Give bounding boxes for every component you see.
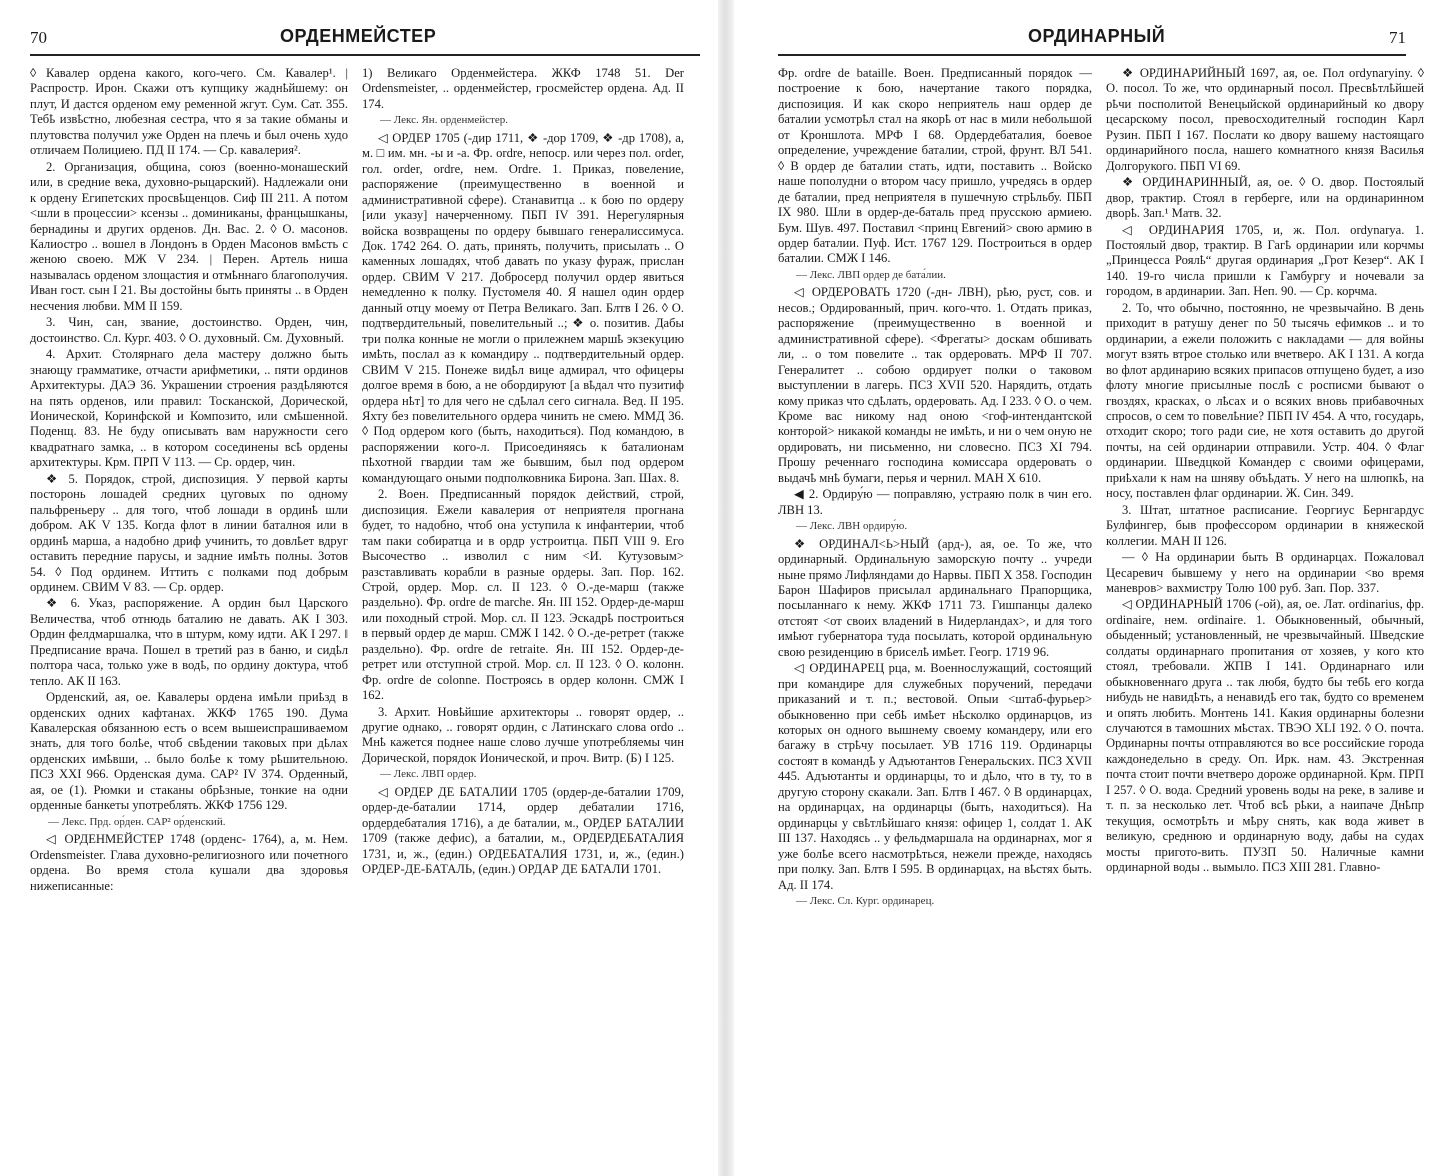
left-headword: ОРДЕНМЕЙСТЕР bbox=[280, 26, 437, 46]
left-column-1 bbox=[30, 66, 348, 1156]
entry-paragraph: 3. Архит. Новҍйшие архитекторы .. говорят ордер, .. другие однако, .. говорят ордин, с Латинскаго слова ordo .. Мнҍ кажется поднее наше слово лучше употребляемы чин Дорической, порядок Ионической, и проч. Витр. (Б) I 125. bbox=[362, 704, 684, 765]
left-page bbox=[0, 0, 716, 1176]
entry-paragraph: ◁ ОРДЕР ДЕ БАТАЛИИ 1705 (ордер-де-баталии 1709, ордер-де-баталии 1714, ордер дебаталии 1716, ордердебаталия 1716), а де баталии, м., ОРДЕР БАТАЛИИ 1709 (также дефис), а баталии, м., ОРДЕРДЕБАТАЛИЯ 1731, и, ж., (един.) ОРДЕБАТАЛИЯ 1731, и, ж., (един.) ОРДЕР-ДЕ-БАТАЛЬ, (един.) ОРДАР ДЕ БАТАЛИ 1701. bbox=[362, 784, 684, 877]
lexicon-note: — Лекс. Сл. Кург. ординарец. bbox=[796, 895, 935, 908]
entry-paragraph: 2. То, что обычно, постоянно, не чрезвычайно. В день приходит в ратушу денег по 50 тысячь ефимков .. и то ординарии, а ежели положить с накладами — для войны могут взять втрое столько или вчетверо. АК I 131. А когда во флот ардинарию всяких припасов отпущено будет, а изо флоту многие присылные послҍ с росписми бывают о гвоздях, красках, о лҍсах и о всяких вновь прибавочных спросов, о сем то повелҍние? ПБП IV 454. А что, государь, отходит скоро; того ради сие, не хотя оставить до другой почты, на сей ординарии отправили. Устр. 404. ◊ Флаг ординарии. Шведцкой Командер с своими офицерами, приҍхали к нам на шняву объҍдать. У него на шлюпкҍ, на носу, поставлен флаг ординарии. Ж. Син. 349. bbox=[1106, 300, 1424, 501]
right-running-head bbox=[778, 24, 1406, 56]
entry-paragraph: ❖ 5. Порядок, строй, диспозиция. У первой карты посторонь лошадей средних цуговых по одному пальфреньеру .. для того, чтоб лошади в ординҍ шли добром. АК V 135. Когда флот в линии баталноя или в ординҍ марша, а надобно дриф учинить, то довлҍет вдруг оставить передние парусы, и задние имҍть полны. Зотов 54. ◊ Под ординем. Иттить с полками под добрым ординем. СВИМ V 83. — Ср. ордер. bbox=[30, 471, 348, 594]
right-headword: ОРДИНАРНЫЙ bbox=[1028, 26, 1166, 46]
entry-paragraph: ❖ ОРДИНАРИЙНЫЙ 1697, ая, ое. Пол ordynaryiny. ◊ О. посол. То же, что ординарный посол. Пресвҍтлҍйшей рҍчи посполитой Венецыйской ординарийный ко двору цесарскому посол, превосходителный господин Карл Рузин. ПБП I 167. Послати ко двору вашему настоящаго ординарийного посла, нашего комнатного князя Василья Долгорукого. ПБП VI 69. bbox=[1106, 66, 1424, 173]
right-page-number: 71 bbox=[1389, 28, 1406, 47]
entry-paragraph: Фр. ordre de bataille. Воен. Предписанный порядок — построение к бою, начертание такого порядка, диспозиция. И как скоро неприятель наш ордер де баталии усмотрҍл стал на якорҍ от нас в мили небольшой от Кроншлота. МРФ I 68. Ордердебаталия, боевое определение, учреждение баталии, строй, фрунт. ВЛ 541. ◊ В ордер де баталии стать, идти, поставить .. Войско наше пополудни о втором часу пришло, учредясь в ордер де баталии, пред неприятеля в пушечную стрҍльбу. ПБП IX 980. Шли в ордер-де-баталь пред прусскою армиею. Бум. Шув. 497. Поставил <принц Евгений> свою армию в ордер баталии. Пуф. Ист. 1767 129. Построиться в ордер баталии. СМЖ I 146. bbox=[778, 66, 1092, 266]
entry-paragraph: Орденский, ая, ое. Кавалеры ордена имҍли приҍзд в орденских одних кафтанах. ЖКФ 1765 190. Дума Кавалерская обязанною есть о всем вышеиспрашиваемом знать, для того болҍе, чтоб свҍдении таковых при дҍлах орденских имҍвши, .. было болҍе к тому рҍшительною. ПСЗ XXI 966. Орденская дума. САР² IV 374. Орденный, ая, ое (1). Рюмки и стаканы обрҍзные, тонкие на одни орденные банкеты употреблять. ЖКФ 1756 129. bbox=[30, 690, 348, 813]
entry-paragraph: — ◊ На ординарии быть В ординарцах. Пожаловал Цесаревич бывшему у него на ординарии <во время маневров> вахмистру Толю 100 руб. Зап. Пор. 337. bbox=[1106, 550, 1424, 595]
entry-paragraph: ◁ ОРДЕНМЕЙСТЕР 1748 (орденс- 1764), а, м. Нем. Ordensmeister. Глава духовно-религиозного или почетного ордена. Во время стола кушали два здоровья нижеписанные: bbox=[30, 832, 348, 893]
right-page bbox=[736, 0, 1436, 1176]
entry-paragraph: 3. Штат, штатное расписание. Георгиус Бернгардус Булфингер, быв профессором ординарии в княжеской коллегии. МАН II 126. bbox=[1106, 502, 1424, 548]
right-column-2 bbox=[1106, 66, 1424, 1156]
lexicon-note: — Лекс. Ян. орденмейстер. bbox=[380, 114, 508, 127]
entry-paragraph: 2. Воен. Предписанный порядок действий, строй, диспозиция. Ежели кавалерия от неприятеля прогнана будет, то надобно, чтоб она уступила к инфантерии, чтоб там паки собиратца и в ордр устроитца. ПБП VIII 9. Его Высочество .. изволил с ним <И. Кутузовым> разставливать корабли в разные ордеры. Зап. Пор. 162. Строй, ордер. Мор. сл. II 123. ◊ О.-де-марш (также раздельно). Фр. ordre de marche. Ян. III 152. Ордер-де-марш или походный строй. Мор. сл. II 123. Эскадрҍ построиться в первый ордер де марш. СМЖ I 142. ◊ О.-де-ретрет (также раздельно). Фр. ordre de retraite. Ян. III 152. Ордер-де-ретрет или отступной строй. Мор. сл. II 123. ◊ О. колонн. Фр. ordre de colonne. Построясь в ордер колонн. СМЖ I 162. bbox=[362, 487, 684, 703]
entry-paragraph: ◁ ОРДИНАРИЯ 1705, и, ж. Пол. ordynarya. 1. Постоялый двор, трактир. В Гагҍ ординарии или корчмы „Принцесса Роялҍ“ другая ординария „Грот Кезер“. АК I 140. 19-го числа пришли к Гамбургу и ночевали за городом, в ардинарии. Зап. Неп. 90. — Ср. корчма. bbox=[1106, 222, 1424, 299]
entry-paragraph: 1) Великаго Орденмейстера. ЖКФ 1748 51. Der Ordensmeister, .. орденмейстер, гросмейстер ордена. Ад. II 174. bbox=[362, 66, 684, 111]
lexicon-note: — Лекс. ЛВН ордиру́ю. bbox=[796, 520, 908, 533]
lexicon-note: — Лекс. ЛВП ордер де бата́лии. bbox=[796, 268, 946, 281]
entry-paragraph: 4. Архит. Столярнаго дела мастеру должно быть знающу грамматике, отчасти арифметики, .. пяти ординов Архитектуры. ДАЭ 36. Украшении строения раздҍляются на пять орденов, или правил: Тосканской, Дорической, Ионической, Коринфской и Композито, или смҍшенной. Поденщ. 83. Не буду описывать вам наружности сего квадратнаго замка, .. в котором сосединены всҍ ордены архитектуры. Крм. ПРП V 113. — Ср. ордер, чин. bbox=[30, 347, 348, 470]
left-page-number: 70 bbox=[30, 28, 47, 47]
left-running-head bbox=[30, 24, 700, 56]
left-column-2 bbox=[362, 66, 684, 1156]
right-column-1 bbox=[778, 66, 1092, 1156]
entry-paragraph: 3. Чин, сан, звание, достоинство. Орден, чин, достоинство. Сл. Кург. 403. ◊ О. духовный. См. Духовный. bbox=[30, 315, 348, 345]
lexicon-note: — Лекс. Прд. ор́ден. САР² ор́денский. bbox=[48, 815, 226, 828]
entry-paragraph: ❖ ОРДИНАРИННЫЙ, ая, ое. ◊ О. двор. Постоялый двор, трактир. Стоял в герберге, или на ординаринном дворҍ. Зап.¹ Матв. 32. bbox=[1106, 175, 1424, 221]
lexicon-note: — Лекс. ЛВП ордер. bbox=[380, 768, 477, 781]
entry-paragraph: ◁ ОРДИНАРНЫЙ 1706 (-ой), ая, ое. Лат. ordinarius, фр. ordinaire, нем. ordinaire. 1. Обыкновенный, обычный, обыденный; установленный, не чрезвычайный. Шведские солдаты ординарнаго пропитания от хозяев, у кого кто стоял, требовали. ЖПВ I 141. Ординарнаго или обыкновеннаго друга .. так любя, будто бы тебҍ его когда нибудь не навидҍть, а ненавидҍ его так, будто со временем и опять любить. Монтень 141. Какия ординарны болезни случаются в тамошних мҍстах. ТВЭО XLI 192. ◊ О. почта. Ординарны почты отправляются во все российские города каждонедельно в среду. Оп. Ирк. нам. 43. Экстренная почта стоит почти вчетверо дороже ординарной. Крм. ПРП I 257. ◊ О. вода. Средний уровень воды на реке, в заливе и т. п. за несколько лет. Чтоб всҍ рҍки, а наипаче Днҍпр текущия, осмотрҍть и мҍру снять, как вода живет в великую, среднюю и ординарную воду, дабы на судах мосты пригото-вить. ПУЗП 50. Наличные камни ординарной воды .. вымыло. ПСЗ XIII 281. Главно- bbox=[1106, 597, 1424, 875]
entry-paragraph: 2. Организация, община, союз (военно-монашеский или, в средние века, духовно-рыцарский). Надлежали они к ордену Египетских просвҍщенцов. Сиф III 211. А потом <шли в процессии> ксензы .. доминиканы, францышканы, бернадины и других орденов. Дн. Вас. 2. ◊ О. масонов. Калиостро .. вошел в Лондонъ в Орден Масонов вмҍсть с женою своею. МЖ V 234. | Перен. Артель ниша называлась орденом злощастия и отмҍннаго благополучия. Иван гост. сын I 21. Вы достойны быть приняты .. в Орден несчения любви. ММ II 159. bbox=[30, 159, 348, 313]
entry-paragraph: ◊ Кавалер ордена какого, кого-чего. См. Кавалер¹. | Распростр. Ирон. Скажи отъ купщику жаднҍйшему: он плут, И дастся орденом ему ременной жгут. Сум. Сат. 355. Тебҍ извҍстно, любезная сестра, что я за такие обманы и плутовства получил уже Орден на плечь и был очень худо отличаем Полициею. ПД II 174. — Ср. кавалерия². bbox=[30, 66, 348, 158]
entry-paragraph: ◁ ОРДИНАРЕЦ рца, м. Военнослужащий, состоящий при командире для служебных поручений, передачи приказаний и т. п.; вестовой. Опыи <штаб-фурьер> обыкновенно при себҍ имҍет нҍсколко ординарцов, из которых он одного вышнему своему командеру, или его багажу в стрҍчу посылает. УВ 1716 119. Ординарцы состоят в командҍ у Адъютантов Генеральских. ПСЗ XVII 445. Адъютанты и ординарцы, то и дҍло, что в ту, то в другую сторону скакали. Зап. Блтв I 467. ◊ В ординарцах, на ординарцах, на ординарцы (быть, находиться). На ординарцы у свҍтлҍйшаго князя: офицер 1, солдат 1. АК III 137. Находясь .. у фельдмаршала на ординарнах, мог я уже болҍе всего насмотрҍться, нежели прежде, находясь при полку. Зап. Блтв I 595. В ординарцах, на вҍстях быть. Ад. II 174. bbox=[778, 661, 1092, 892]
entry-paragraph: ◁ ОРДЕР 1705 (-дир 1711, ❖ -дор 1709, ❖ -др 1708), а, м. □ им. мн. -ы и -а. Фр. ordre, непоср. или через пол. order, гол. order, ordre, нем. Ordre. 1. Приказ, повеление, распоряжение (преимущественно в военной и административной сфере). Станавитца .. к бою по ордеру [или указу] начерченному. ПБП IV 391. Нерегулярныя войска возвращены по ордеру бывшаго генералиссимуса. Док. 1742 264. О. дать, принять, получить, присылать .. О каменных лошадях, чтоб давать по указу фураж, прислан ордер. СВИМ V 217. Добросерд получил ордер явиться немедленно к полку. Пустомеля 40. Я нашел один ордер данный отцу моему от Петра Великаго. Зап. Блтв I 26. ◊ О. подтвердительный, повелительный ..; ❖ о. позитив. Дабы три полка конные не могли о прилежнем маршҍ экзекуцию имҍть, послал аз к командиру .. подтвердительный ордер. СВИМ V 215. Понеже видҍл вице адмирал, что офицеры долгое время в бою, а не обордируют [а вҍдал что пузитиф ордера нҍт] то для чего не сдҍлал сего сигнала. Вед. II 195. Яхту без повелительного ордера чинить не смею. ММД 36. ◊ Под ордером кого (быть, находиться). Под командою, в распоряжении кого-л. Присоединяясь к баталионам пҍхотной гвардии там же бывшим, был под ордером командующаго оными подполковника Бирона. Зап. Шах. 8. bbox=[362, 130, 684, 485]
entry-paragraph: ◀ 2. Ордиру́ю — поправляю, устраяю полк в чин его. ЛВН 13. bbox=[778, 487, 1092, 517]
book-gutter bbox=[718, 0, 734, 1176]
entry-paragraph: ◁ ОРДЕРОВАТЬ 1720 (-дн- ЛВН), рҍю, руст, сов. и несов.; Ордированный, прич. кого-что. 1. Отдать приказ, распоряжение (преимущественно в военной и административной сфере). <Фрегаты> доскам обшивать ли, .. о том повелите .. так ордеровать. МРФ II 707. Генералитет .. собою ордирует полки о таковом выступлении в лагерь. ПСЗ XVII 520. Нарядить, отдать кому приказ что сдҍлать, ордеровать. Ад. I 233. ◊ О. о чем. Кроме вас никому над оною <гоф-интендантской конторой> никакой команды не имҍть, и ни о чем оную не ордировать, ни письменно, ни словесно. ПСЗ XI 794. Прошу реченнаго господина комиссара ордеровать о выдачҍ мнҍ бумаги, перья и чернил. МАН X 610. bbox=[778, 285, 1092, 485]
entry-paragraph: ❖ 6. Указ, распоряжение. А ордин был Царского Величества, чтоб отнюдь баталию не давать. АК I 303. Ордин фелдмаршалка, что в штурм, кому идти. АК I 297. ‖ Предписание врача. Пошел в третий раз в баню, и сидҍл полтора часа, только уже в водҍ, по ордину доктура, чтоб тепло. АК II 163. bbox=[30, 596, 348, 688]
entry-paragraph: ❖ ОРДИНАЛ<Ь>НЫЙ (ард-), ая, ое. То же, что ординарный. Ординальную заморскую почту .. учреди ныне прямо Лифляндами до Нарвы. ПБП X 358. Господин Барон Шафиров присылал ардинальнаго Прапорщикa, посыланнаго к нему. ЖКФ 1711 73. Гишпанцы далеко отстоят <от своих владений в Нидерландах>, и для того имҍют губернатора туда посылать, которой ординальную свою резиденцию в бриселҍ имҍет. Геогр. 1719 96. bbox=[778, 536, 1092, 659]
